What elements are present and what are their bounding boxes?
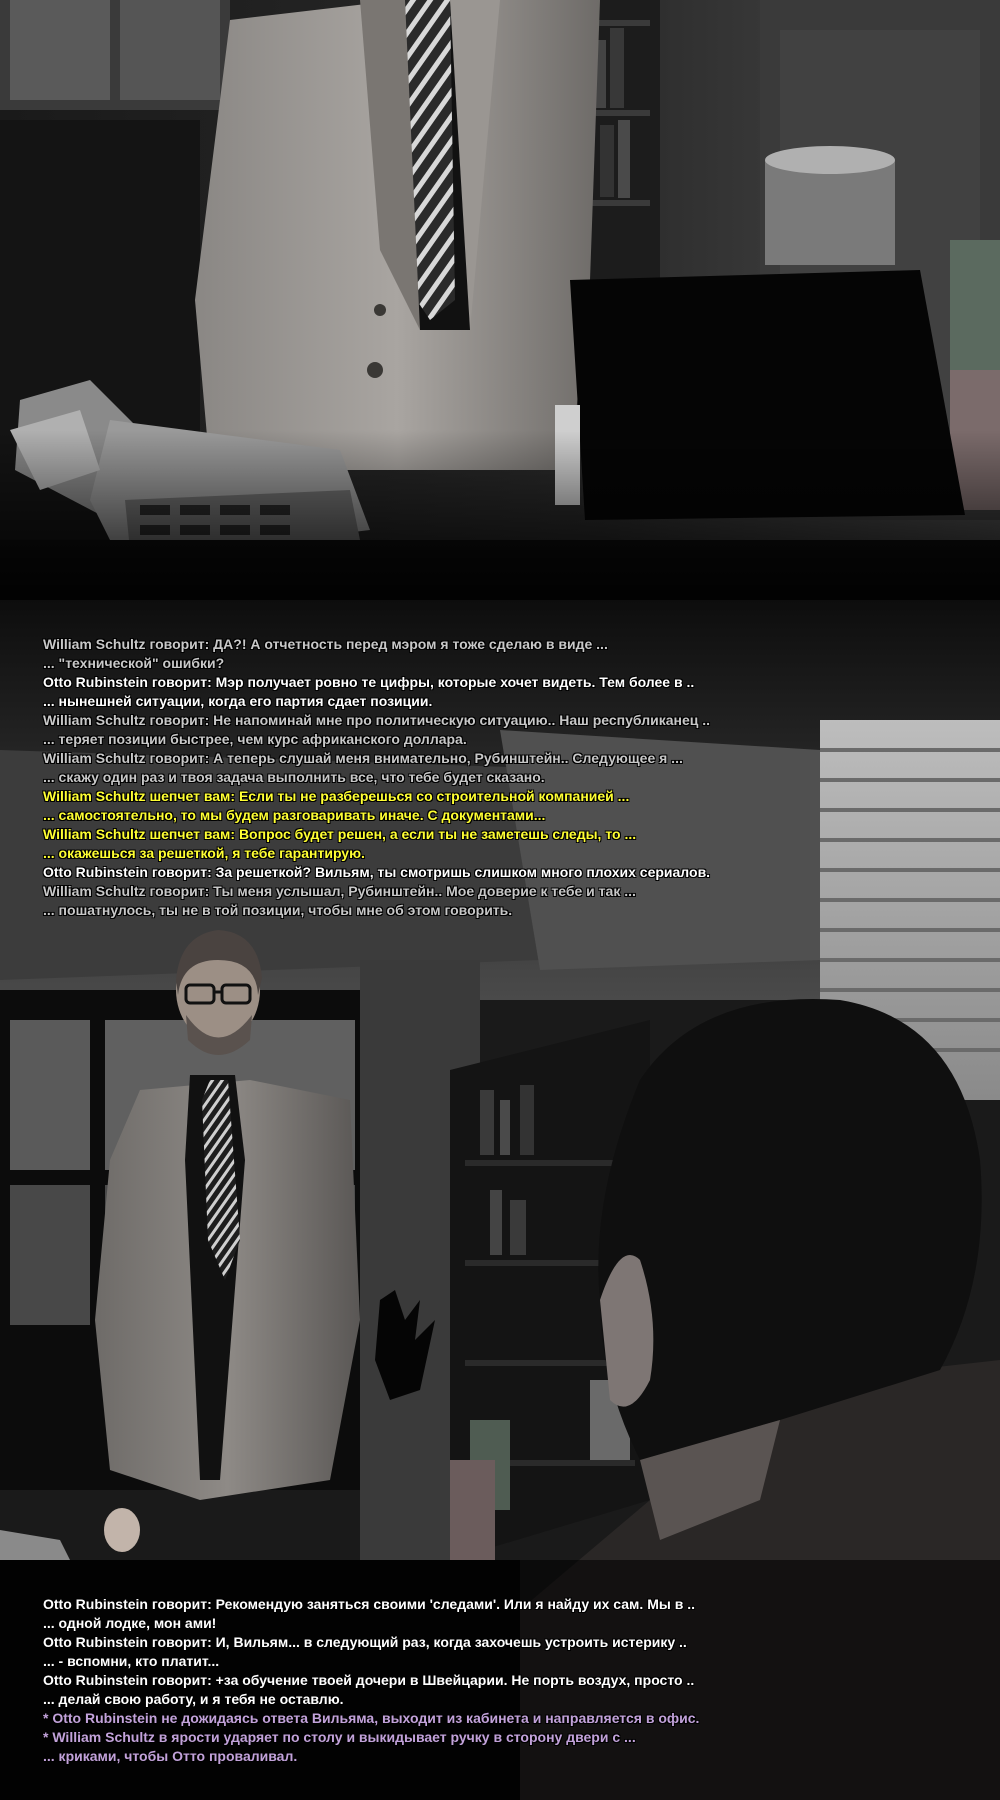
chat-log-top (43, 635, 963, 920)
chat-line: Otto Rubinstein говорит: Мэр получает ровно те цифры, которые хочет видеть. Тем более в .. (43, 674, 695, 690)
scene-top (0, 0, 1000, 600)
chat-line-whisper: William Schultz шепчет вам: Вопрос будет решен, а если ты не заметешь следы, то ... (43, 826, 637, 842)
chat-line-whisper: ... самостоятельно, то мы будем разговаривать иначе. С документами... (43, 807, 546, 823)
chat-line: Otto Rubinstein говорит: За решеткой? Вильям, ты смотришь слишком много плохих сериалов. (43, 864, 711, 880)
chat-line: ... пошатнулось, ты не в той позиции, чтобы мне об этом говорить. (43, 902, 513, 918)
scene-top-illustration (0, 0, 1000, 600)
chat-line: William Schultz говорит: ДА?! А отчетность перед мэром я тоже сделаю в виде ... (43, 636, 608, 652)
chat-line: William Schultz говорит: Ты меня услышал, Рубинштейн.. Мое доверие к тебе и так ... (43, 883, 636, 899)
chat-line-action: ... криками, чтобы Отто проваливал. (43, 1748, 298, 1764)
chat-line: William Schultz говорит: А теперь слушай меня внимательно, Рубинштейн.. Следующее я ... (43, 750, 683, 766)
chat-line: ... - вспомни, кто платит... (43, 1653, 220, 1669)
chat-log-bottom (43, 1595, 963, 1766)
chat-line-action: * William Schultz в ярости ударяет по столу и выкидывает ручку в сторону двери с ... (43, 1729, 636, 1745)
chat-line: ... "технической" ошибки? (43, 655, 225, 671)
chat-line: ... делай свою работу, и я тебя не оставлю. (43, 1691, 344, 1707)
chat-line-whisper: ... окажешься за решеткой, я тебе гарантирую. (43, 845, 365, 861)
chat-line: ... теряет позиции быстрее, чем курс африканского доллара. (43, 731, 467, 747)
chat-line: ... нынешней ситуации, когда его партия сдает позиции. (43, 693, 433, 709)
chat-line: ... скажу один раз и твоя задача выполнить все, что тебе будет сказано. (43, 769, 545, 785)
chat-line: William Schultz говорит: Не напоминай мне про политическую ситуацию.. Наш республиканец .. (43, 712, 711, 728)
chat-line-action: * Otto Rubinstein не дожидаясь ответа Вильяма, выходит из кабинета и направляется в офис. (43, 1710, 700, 1726)
chat-line: Otto Rubinstein говорит: Рекомендую заняться своими 'следами'. Или я найду их сам. Мы в .. (43, 1596, 695, 1612)
chat-line-whisper: William Schultz шепчет вам: Если ты не разберешься со строительной компанией ... (43, 788, 630, 804)
chat-line: ... одной лодке, мон ами! (43, 1615, 217, 1631)
chat-line: Otto Rubinstein говорит: И, Вильям... в следующий раз, когда захочешь устроить истерику .. (43, 1634, 687, 1650)
chat-line: Otto Rubinstein говорит: +за обучение твоей дочери в Швейцарии. Не порть воздух, просто .. (43, 1672, 695, 1688)
